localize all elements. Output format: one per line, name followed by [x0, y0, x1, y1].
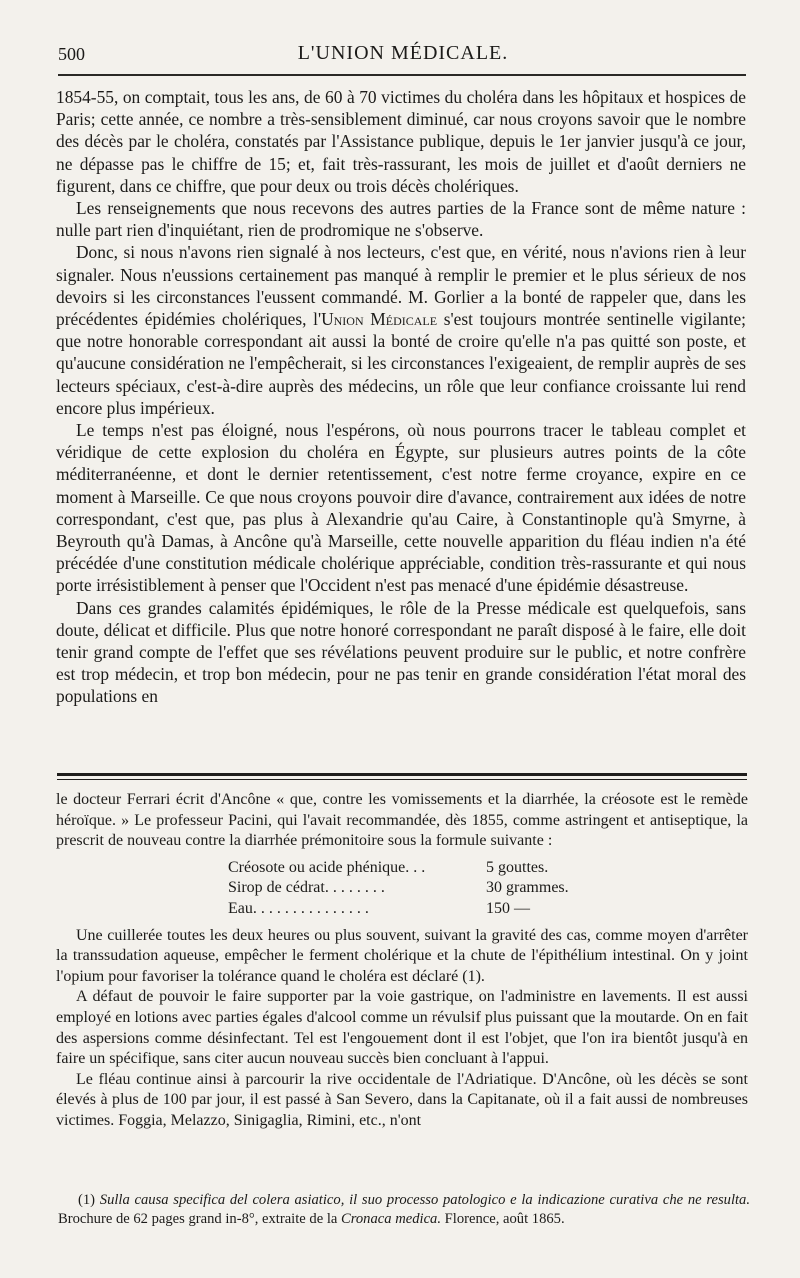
text-run: Donc, si nous n'avons rien signalé à nos lecteurs, c'est que, en vérité, nous n'avions rien à leur signaler. Nous n'eussions certainement pas manqué à remplir le premier et le plus sérieux de nos devoirs si les circonstances l'eussent commandé. M. Gorlier a la bonté de rappeler que, dans les précédentes épidémies cholériques, l' [56, 242, 746, 330]
paragraph: Le temps n'est pas éloigné, nous l'espérons, où nous pourrons tracer le tableau complet et véridique de cette explosion du choléra en Égypte, sur plusieurs autres points de la côte méditerranéenne, et dont le dernier retentissement, c'est notre ferme croyance, expire en ce moment à Marseille. Ce que nous croyons pouvoir dire d'avance, contrairement aux idées de notre correspondant, c'est que, pas plus à Alexandrie qu'au Caire, à Constantinople qu'à Smyrne, à Beyrouth qu'à Damas, à Ancône qu'à Marseille, cette nouvelle apparition du fléau indien n'a été précédée d'une constitution médicale cholérique appréciable, condition très-rassurante et qui nous porte irrésistiblement à penser que l'Occident n'est pas menacé d'une épidémie désastreuse. [56, 420, 746, 596]
formula-row [228, 858, 608, 879]
paragraph: A défaut de pouvoir le faire supporter par la voie gastrique, on l'administre en lavements. Il est aussi employé en lotions avec parties égales d'alcool comme un révulsif plus puissant que la moutarde. On en fait des aspersions comme désinfectant. Tel est l'engouement dont il est l'objet, que l'on ira bientôt jusqu'à en faire un spécifique, sans citer aucun nouveau succès bien concluant à l'appui. [56, 988, 748, 1068]
ingredient-quantity: 5 gouttes. [486, 858, 549, 876]
ingredient-name: Sirop de cédrat. . . . . . . . [228, 879, 385, 897]
page-number: 500 [58, 44, 85, 64]
paragraph: Le fléau continue ainsi à parcourir la rive occidentale de l'Adriatique. D'Ancône, où les décès se sont élevés à plus de 100 par jour, il est passé à San Severo, dans la Capitanate, où il a fait aussi de nombreuses victimes. Foggia, Melazzo, Sinigaglia, Rimini, etc., n'ont [56, 1070, 748, 1129]
section-divider-thick [57, 773, 747, 776]
footnote [58, 1191, 750, 1229]
paragraph: 1854-55, on comptait, tous les ans, de 60 à 70 victimes du choléra dans les hôpitaux et hospices de Paris; cette année, ce nombre a très-sensiblement diminué, car nous croyons savoir que le nombre des décès par le choléra, constatés par l'Assistance publique, depuis le 1er janvier jusqu'à ce jour, ne dépasse pas le chiffre de 15; et, fait très-rassurant, les mois de juillet et d'août derniers ne figurent, dans ce chiffre, que pour deux ou trois décès cholériques. [56, 87, 746, 196]
running-title: L'UNION MÉDICALE. [297, 42, 509, 64]
ingredient-name: Créosote ou acide phénique. . . [228, 858, 426, 876]
formula-row [228, 899, 608, 920]
main-text [56, 86, 746, 708]
paragraph: Dans ces grandes calamités épidémiques, le rôle de la Presse médicale est quelquefois, sans doute, délicat et difficile. Plus que notre honoré correspondant ne paraît disposé à le faire, elle doit tenir grand compte de l'effet que ses révélations peuvent produire sur le public, et notre confrère est trop médecin, et trop bon médecin, pour ne pas tenir en grande considération l'état moral des populations en [56, 597, 746, 707]
journal-title: Cronaca medica. [341, 1211, 441, 1227]
news-column [56, 790, 748, 1132]
ingredient-name: Eau. . . . . . . . . . . . . . . [228, 899, 369, 917]
ingredient-quantity: 150 — [486, 899, 530, 917]
prescription-formula [228, 858, 608, 920]
header-rule [58, 74, 746, 76]
ingredient-quantity: 30 grammes. [486, 879, 569, 897]
paragraph: le docteur Ferrari écrit d'Ancône « que, contre les vomissements et la diarrhée, la créosote est le remède héroïque. » Le professeur Pacini, qui l'avait recommandée, dès 1855, comme astringent et antiseptique, la prescrit de nouveau contre la diarrhée prémonitoire sous la formule suivante : [56, 791, 748, 850]
text-run: s'est toujours montrée sentinelle vigilante; que notre honorable correspondant ait aussi la bonté de croire qu'elle n'a pas quitté son poste, et qu'aucune considération ne l'empêcherait, si les circonstances l'exigeaient, de remplir auprès de ses lecteurs spéciaux, c'est-à-dire auprès des médecins, un rôle que leur confiance croissante lui rend encore plus impérieux. [56, 309, 746, 418]
footnote-text [58, 1191, 750, 1229]
page-header [58, 42, 748, 70]
text-run: Florence, août 1865. [441, 1211, 565, 1227]
formula-row [228, 878, 608, 899]
paragraph: Une cuillerée toutes les deux heures ou plus souvent, suivant la gravité des cas, comme moyen d'arrêter la transsudation aqueuse, empêcher le ferment cholérique et la chute de l'épithélium intestinal. On y joint l'opium pour favoriser la tolérance quand le choléra est déclaré (1). [56, 926, 748, 985]
text-run: Brochure de 62 pages grand in-8°, extraite de la [58, 1211, 342, 1227]
footnote-marker: (1) [78, 1192, 100, 1208]
footnote-title: Sulla causa specifica del colera asiatico, il suo processo patologico e la indicazione curativa che ne resulta. [99, 1192, 751, 1208]
paragraph [56, 241, 746, 419]
section-divider-thin [57, 779, 747, 780]
journal-name: Union Médicale [321, 309, 438, 330]
paragraph: Les renseignements que nous recevons des autres parties de la France sont de même nature : nulle part rien d'inquiétant, rien de prodromique ne s'observe. [56, 198, 746, 241]
